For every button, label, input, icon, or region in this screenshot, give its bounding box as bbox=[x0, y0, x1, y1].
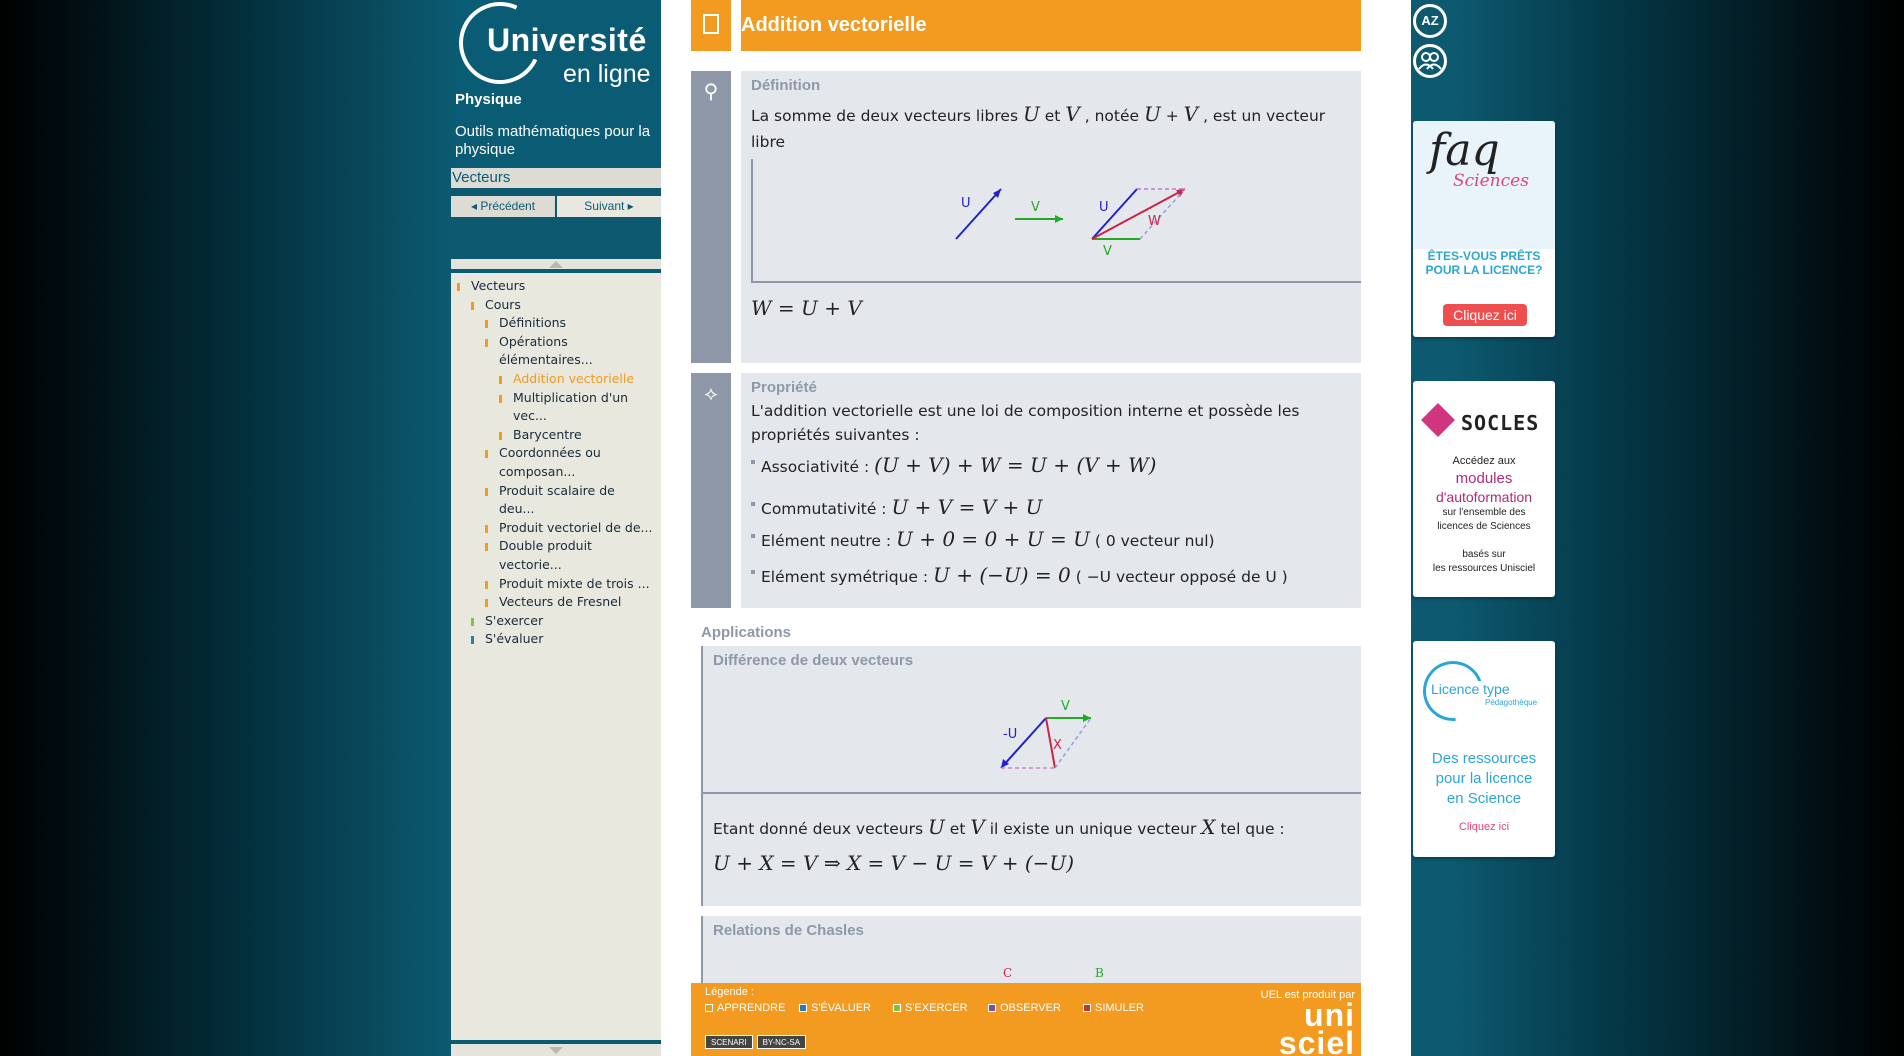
vec-v: V bbox=[1065, 102, 1080, 126]
license-badges bbox=[705, 1035, 806, 1049]
licence-ad-text: Des ressources pour la licence en Science bbox=[1431, 750, 1537, 807]
vec-u2: U bbox=[1143, 102, 1161, 126]
legend-evaluer: S'ÉVALUER bbox=[799, 1002, 871, 1014]
toc-item-label: Produit mixte de trois ... bbox=[499, 575, 650, 591]
legend-exercer: S'EXERCER bbox=[893, 1002, 968, 1014]
toc-item-label: Cours bbox=[485, 296, 521, 312]
scenari-badge[interactable]: SCENARI bbox=[705, 1035, 753, 1049]
ad-socles[interactable]: SOCLES Accédez aux modules d'autoformation sur l'ensemble des licences de Sciences basés sur les ressources Unisciel bbox=[1413, 381, 1555, 597]
legend-simuler: SIMULER bbox=[1083, 1002, 1144, 1014]
toc-item-label: Barycentre bbox=[513, 426, 582, 442]
toc-bullet-icon bbox=[457, 283, 460, 291]
toc-bullet-icon bbox=[499, 432, 502, 440]
vec-v2: V bbox=[1183, 102, 1199, 126]
toc-item[interactable] bbox=[451, 575, 661, 594]
uel-credit: UEL est produit par bbox=[1260, 989, 1355, 1001]
difference-diagram bbox=[703, 676, 1361, 792]
toc-bullet-icon bbox=[485, 339, 488, 347]
page-title: Addition vectorielle bbox=[741, 0, 1361, 51]
module-title: Outils mathématiques pour la physique bbox=[455, 123, 651, 158]
legend-apprendre: APPRENDRE bbox=[705, 1002, 785, 1014]
toc-item[interactable] bbox=[451, 612, 661, 631]
prop-symmetric: Elément symétrique : U + (−U) = 0 ( −U vecteur opposé de U ) bbox=[751, 563, 1288, 587]
toc-item-label: Vecteurs de Fresnel bbox=[499, 594, 622, 610]
dashed-right bbox=[1140, 189, 1185, 239]
toc-item[interactable] bbox=[451, 333, 661, 370]
formula-w-equals: W = U + V bbox=[751, 296, 862, 320]
difference-box bbox=[701, 646, 1361, 906]
definition-text: La somme de deux vecteurs libres U et V , notée U + V , est un vecteur libre bbox=[751, 101, 1361, 183]
prop-commutativity: Commutativité : U + V = V + U bbox=[751, 495, 1042, 519]
toc-bullet-icon bbox=[471, 636, 474, 644]
toc-item[interactable] bbox=[451, 426, 661, 445]
toc-item-label: S'évaluer bbox=[485, 631, 544, 647]
socles-name: SOCLES bbox=[1461, 411, 1540, 435]
table-of-contents bbox=[451, 273, 661, 1040]
def-text-3: , notée bbox=[1084, 107, 1140, 125]
legend-swatch-observer bbox=[988, 1004, 996, 1012]
toc-item-label: Multiplication d'un vec... bbox=[513, 389, 629, 424]
toc-item-label: Définitions bbox=[499, 315, 567, 331]
legend-swatch-apprendre bbox=[705, 1004, 713, 1012]
parallelogram-figure bbox=[751, 159, 1361, 283]
property-gutter bbox=[691, 373, 731, 608]
vec-u: U bbox=[1022, 102, 1040, 126]
legend-swatch-exercer bbox=[893, 1004, 901, 1012]
footer bbox=[691, 983, 1361, 1056]
definition-title: Définition bbox=[751, 77, 821, 94]
legend-swatch-evaluer bbox=[799, 1004, 807, 1012]
brand-header bbox=[451, 0, 661, 168]
licence-type-logo: Licence type bbox=[1431, 681, 1510, 697]
toc-bullet-icon bbox=[499, 376, 502, 384]
label-v-2: V bbox=[1103, 244, 1112, 259]
legend-observer: OBSERVER bbox=[988, 1002, 1061, 1014]
logo-word-universite: Université bbox=[487, 22, 647, 58]
socles-cube-icon bbox=[1421, 403, 1455, 437]
previous-button[interactable]: ◂ Précédent bbox=[451, 196, 555, 217]
toc-item[interactable] bbox=[451, 593, 661, 612]
toc-scroll-up[interactable] bbox=[451, 259, 661, 273]
toc-item[interactable] bbox=[451, 277, 661, 296]
parallelogram-diagram bbox=[753, 159, 1361, 281]
licence-ad-link[interactable]: Cliquez ici bbox=[1458, 821, 1510, 833]
toc-bullet-icon bbox=[485, 320, 488, 328]
label-minus-u: -U bbox=[1003, 727, 1018, 742]
toc-item-label: Addition vectorielle bbox=[513, 370, 635, 386]
left-sidebar bbox=[451, 0, 661, 1056]
users-icon[interactable] bbox=[1413, 44, 1447, 78]
toc-item[interactable] bbox=[451, 314, 661, 333]
def-text-2: et bbox=[1044, 107, 1061, 125]
prev-next-nav bbox=[451, 196, 661, 217]
toc-bullet-icon bbox=[471, 618, 474, 626]
label-x: X bbox=[1053, 738, 1062, 753]
people-icon bbox=[1416, 47, 1444, 75]
chevron-down-icon bbox=[549, 1047, 563, 1054]
subject-label: Physique bbox=[455, 91, 522, 108]
toc-item-label: Vecteurs bbox=[471, 278, 526, 293]
ad-licence-type[interactable] bbox=[1413, 641, 1555, 857]
difference-formula: U + X = V ⇒ X = V − U = V + (−U) bbox=[713, 851, 1075, 875]
ad-faq-button[interactable]: Cliquez ici bbox=[1443, 304, 1527, 326]
arrow-v-head bbox=[1055, 215, 1063, 223]
cc-license-badge[interactable]: BY-NC-SA bbox=[757, 1035, 807, 1049]
label-w: W bbox=[1148, 214, 1161, 229]
definition-box bbox=[741, 71, 1361, 363]
label-u: U bbox=[961, 196, 971, 211]
toc-item[interactable] bbox=[451, 537, 661, 574]
difference-text: Etant donné deux vecteurs U et V il existe un unique vecteur X tel que : bbox=[713, 815, 1285, 839]
ad-faq-sciences[interactable] bbox=[1413, 121, 1555, 337]
course-doc-icon bbox=[691, 0, 731, 51]
prop-associativity: Associativité : (U + V) + W = U + (V + W) bbox=[751, 453, 1156, 477]
toc-item[interactable] bbox=[451, 444, 661, 481]
unisciel-logo[interactable]: uni sciel bbox=[1278, 997, 1355, 1056]
toc-bullet-icon bbox=[485, 450, 488, 458]
difference-figure bbox=[703, 676, 1361, 794]
property-intro: L'addition vectorielle est une loi de composition interne et possède les propriétés suivantes : bbox=[751, 402, 1300, 444]
label-v-diff: V bbox=[1061, 699, 1070, 714]
definition-formula bbox=[751, 295, 1361, 323]
toc-bullet-icon bbox=[485, 599, 488, 607]
prop-neutral: Elément neutre : U + 0 = 0 + U = U ( 0 vecteur nul) bbox=[751, 527, 1215, 551]
property-box bbox=[741, 373, 1361, 608]
main-content bbox=[661, 0, 1411, 1056]
toc-bullet-icon bbox=[485, 488, 488, 496]
chasles-title: Relations de Chasles bbox=[713, 922, 864, 939]
arrow-minus-u bbox=[1001, 718, 1046, 768]
toc-item-label: Produit scalaire de deu... bbox=[499, 482, 615, 517]
toc-item[interactable] bbox=[451, 296, 661, 315]
difference-title: Différence de deux vecteurs bbox=[713, 652, 914, 669]
property-icon: ⟡ bbox=[704, 381, 718, 405]
ad-faq-question: ÊTES-VOUS PRÊTS POUR LA LICENCE? bbox=[1425, 249, 1543, 277]
toc-item-label: Double produit vectorie... bbox=[499, 538, 592, 572]
toc-scroll-down[interactable] bbox=[451, 1040, 661, 1056]
chevron-up-icon bbox=[549, 261, 563, 268]
toc-item[interactable] bbox=[451, 519, 661, 538]
def-text-4: , est un vecteur libre bbox=[751, 107, 1326, 151]
logo-word-en-ligne: en ligne bbox=[563, 60, 651, 88]
legend-swatch-simuler bbox=[1083, 1004, 1091, 1012]
def-text-1: La somme de deux vecteurs libres bbox=[751, 107, 1019, 125]
toc-item[interactable] bbox=[451, 482, 661, 519]
toc-bullet-icon bbox=[485, 525, 488, 533]
toc-bullet-icon bbox=[499, 395, 502, 403]
toc-bullet-icon bbox=[485, 581, 488, 589]
toc-item-label: Opérations élémentaires... bbox=[499, 333, 593, 368]
toc-item-label: Coordonnées ou composan... bbox=[499, 445, 601, 479]
toc-bullet-icon bbox=[471, 302, 474, 310]
chasles-label-b: B bbox=[1095, 966, 1104, 980]
chasles-box bbox=[701, 916, 1361, 983]
label-v: V bbox=[1031, 200, 1040, 215]
toc-item-label: S'exercer bbox=[485, 612, 544, 628]
definition-gutter bbox=[691, 71, 731, 363]
legend-title: Légende : bbox=[705, 986, 754, 998]
toc-item[interactable] bbox=[451, 630, 661, 649]
toc-bullet-icon bbox=[485, 543, 488, 551]
az-index-icon[interactable]: AZ bbox=[1413, 4, 1447, 38]
applications-title: Applications bbox=[701, 624, 792, 641]
toc-item[interactable] bbox=[451, 370, 661, 389]
chasles-label-c: C bbox=[1003, 966, 1013, 980]
property-title: Propriété bbox=[751, 379, 817, 396]
label-u-2: U bbox=[1099, 200, 1109, 215]
section-title: Vecteurs bbox=[451, 168, 661, 188]
next-button[interactable]: Suivant ▸ bbox=[557, 196, 661, 217]
ad-sciences-logo: Sciences bbox=[1453, 171, 1529, 191]
toc-item[interactable] bbox=[451, 389, 661, 426]
pedagotheque-label: Pédagothèque bbox=[1485, 698, 1538, 707]
key-icon: ⚲ bbox=[703, 79, 719, 103]
toc-item-label: Produit vectoriel de de... bbox=[499, 519, 653, 535]
ad-faq-logo: faq bbox=[1429, 125, 1500, 176]
